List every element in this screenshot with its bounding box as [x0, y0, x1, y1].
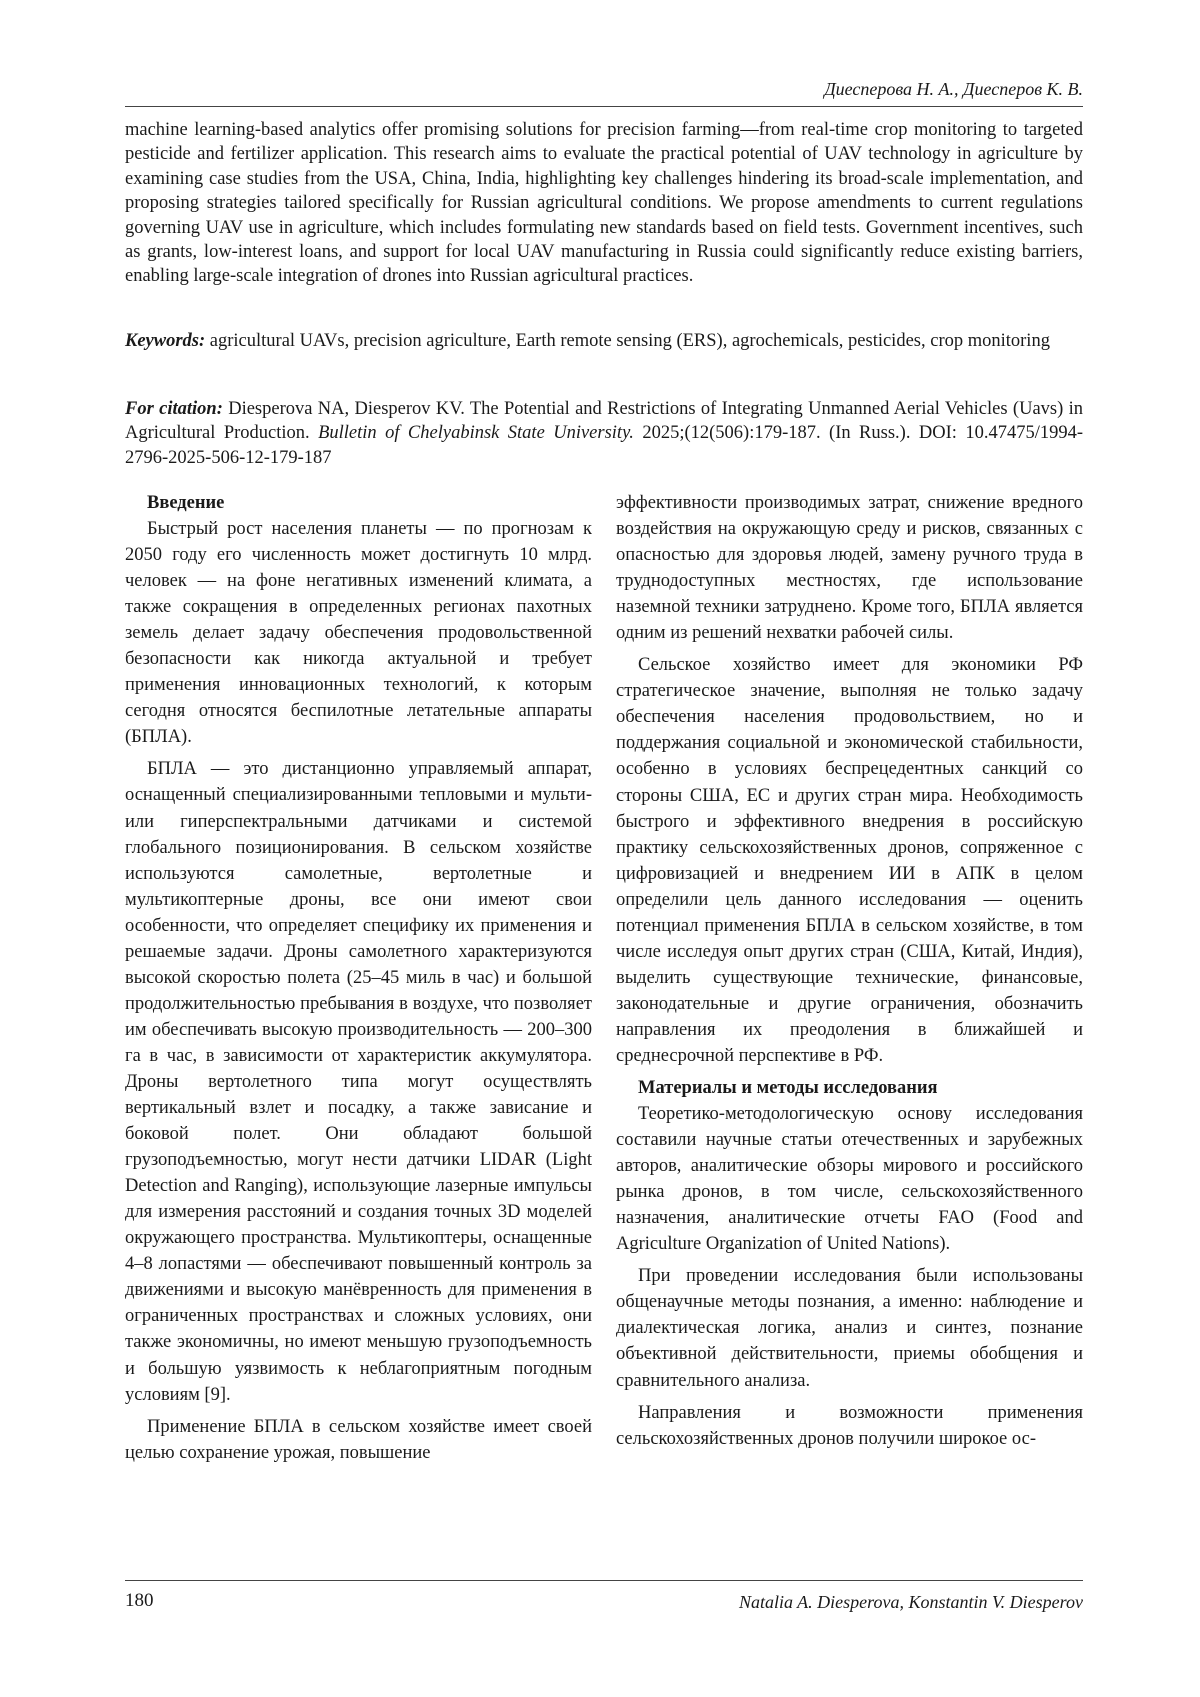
- citation-text-before: Diesperova NA, Diesperov KV. The Potential and Restrictions of Integrating Unmanned Aerial Vehicles (Uavs) in Agricultural Production.: [125, 399, 1084, 444]
- abstract: [125, 118, 1083, 289]
- page-number: 180: [125, 1590, 154, 1611]
- citation: [125, 397, 1083, 470]
- footer-divider: [125, 1580, 1083, 1581]
- paragraph: Сельское хозяйство имеет для экономики РФ стратегическое значение, выполняя не только задачу обеспечения населения продовольствием, но и поддержания социальной и экономической стабильности, особенно в условиях беспрецедентных санкций со стороны США, ЕС и других стран мира. Необходимость быстрого и эффективного внедрения в российскую практику сельскохозяйственных дронов, сопряженное с цифровизацией и внедрением ИИ в АПК в целом определили цель данного исследования — оценить потенциал применения БПЛА в сельском хозяйстве, в том числе исследуя опыт других стран (США, Китай, Индия), выделить существующие технические, финансовые, законодательные и другие ограничения, обозначить направления их преодоления в ближайшей и среднесрочной перспективе в РФ.: [616, 655, 1083, 1066]
- paragraph: Применение БПЛА в сельском хозяйстве имеет своей целью сохранение урожая, повышение: [125, 1416, 592, 1463]
- keywords: [125, 329, 1083, 353]
- paragraph-continuation: эффективности производимых затрат, снижение вредного воздействия на окружающую среду и рисков, связанных с опасностью для здоровья людей, замену ручного труда в труднодоступных местностях, где использование наземной техники затруднено. Кроме того, БПЛА является одним из решений нехватки рабочей силы.: [616, 493, 1083, 644]
- keywords-label: Keywords:: [125, 331, 206, 351]
- paragraph: БПЛА — это дистанционно управляемый аппарат, оснащенный специализированными тепловыми и мульти- или гиперспектральными датчиками и системой глобального позиционирования. В сельском хозяйстве используются самолетные, вертолетные и мультикоптерные дроны, все они имеют свои особенности, что определяет специфику их применения и решаемые задачи. Дроны самолетного характеризуются высокой скоростью полета (25–45 миль в час) и большой продолжительностью пребывания в воздухе, что позволяет им обеспечивать высокую производительность — 200–300 га в час, в зависимости от характеристик аккумулятора. Дроны вертолетного типа могут осуществлять вертикальный взлет и посадку, а также зависание и боковой полет. Они обладают большой грузоподъемностью, могут нести датчики LIDAR (Light Detection and Ranging), использующие лазерные импульсы для измерения расстояний и создания точных 3D моделей окружающего пространства. Мультикоптеры, оснащенные 4–8 лопастями — обеспечивают повышенный контроль за движениями и высокую манёвренность для применения в ограниченных пространствах и сложных условиях, они также экономичны, но имеют меньшую грузоподъемность и большую уязвимость к неблагоприятным погодным условиям [9].: [125, 759, 592, 1405]
- left-column: [125, 490, 592, 1472]
- paragraph: Теоретико-методологическую основу исследования составили научные статьи отечественных и зарубежных авторов, аналитические обзоры мирового и российского рынка дронов, в том числе, сельскохозяйственного назначения, аналитические отчеты FAO (Food and Agriculture Organization of United Nations).: [616, 1104, 1083, 1255]
- section-heading-methods: Материалы и методы исследования: [638, 1078, 938, 1099]
- running-header-authors: Диесперова Н. А., Диесперов К. В.: [824, 79, 1083, 99]
- paragraph: Быстрый рост населения планеты — по прогнозам к 2050 году его численность может достигнуть 10 млрд. человек — на фоне негативных изменений климата, а также сокращения в определенных регионах пахотных земель делает задачу обеспечения продовольственной безопасности как никогда актуальной и требует применения инновационных технологий, к которым сегодня относятся беспилотные летательные аппараты (БПЛА).: [125, 519, 592, 748]
- citation-label: For citation:: [125, 399, 223, 419]
- right-column: [616, 490, 1083, 1458]
- citation-journal: Bulletin of Chelyabinsk State University.: [318, 423, 634, 444]
- citation-text-after: 2025;(12(506):179-187. (In Russ.). DOI: 10.47475/1994-2796-2025-506-12-179-187: [125, 423, 1083, 468]
- paragraph: При проведении исследования были использованы общенаучные методы познания, а именно: наблюдение и диалектическая логика, анализ и синтез, познание объективной действительности, приемы обобщения и сравнительного анализа.: [616, 1266, 1083, 1391]
- footer-authors: Natalia A. Diesperova, Konstantin V. Diesperov: [739, 1592, 1083, 1612]
- keywords-text: agricultural UAVs, precision agriculture, Earth remote sensing (ERS), agrochemicals, pesticides, crop monitoring: [209, 331, 1050, 351]
- running-header: [125, 79, 1083, 107]
- section-heading-introduction: Введение: [147, 493, 225, 513]
- paragraph: Направления и возможности применения сельскохозяйственных дронов получили широкое ос-: [616, 1402, 1083, 1449]
- abstract-text: machine learning-based analytics offer promising solutions for precision farming—from real-time crop monitoring to targeted pesticide and fertilizer application. This research aims to evaluate the practical potential of UAV technology in agriculture by examining case studies from the USA, China, India, highlighting key challenges hindering its broad-scale implementation, and proposing strategies tailored specifically for Russian agricultural conditions. We propose amendments to current regulations governing UAV use in agriculture, which includes formulating new standards based on field tests. Government incentives, such as grants, low-interest loans, and support for local UAV manufacturing in Russia could significantly reduce existing barriers, enabling large-scale integration of drones into Russian agricultural practices.: [125, 120, 1083, 287]
